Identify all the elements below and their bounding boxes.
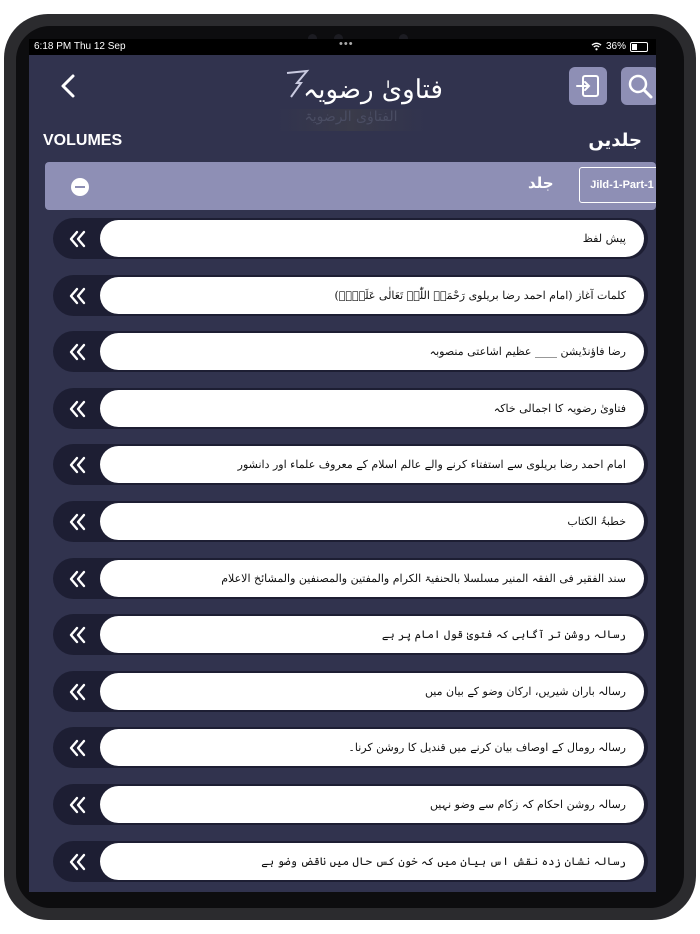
list-item-label: رضا فاؤنڈیشن ____ عظیم اشاعتی منصوبہ <box>429 345 626 359</box>
list-item[interactable] <box>53 671 648 712</box>
double-chevron-left-icon <box>68 796 88 814</box>
volumes-title-ur: جلدیں <box>588 130 642 151</box>
list-item[interactable] <box>53 331 648 372</box>
list-item-label: رسالہ روشن احکام کہ زکام سے وضو نہیں <box>429 797 626 811</box>
search-icon <box>621 67 656 105</box>
double-chevron-left-icon <box>68 739 88 757</box>
multitask-dots[interactable]: ••• <box>339 39 354 50</box>
list-item[interactable] <box>53 388 648 429</box>
list-item-pill[interactable] <box>100 560 644 597</box>
list-item-pill[interactable] <box>100 843 644 880</box>
status-right <box>591 41 648 52</box>
list-item-pill[interactable] <box>100 616 644 653</box>
double-chevron-left-icon <box>68 683 88 701</box>
app-screen <box>29 39 656 892</box>
list-item[interactable] <box>53 614 648 655</box>
search-button[interactable] <box>621 67 656 105</box>
list-item-pill[interactable] <box>100 503 644 540</box>
list-item-pill[interactable] <box>100 333 644 370</box>
list-item-pill[interactable] <box>100 446 644 483</box>
header <box>29 55 656 127</box>
list-item-pill[interactable] <box>100 673 644 710</box>
list-item-pill[interactable] <box>100 277 644 314</box>
list-item-pill[interactable] <box>100 729 644 766</box>
chevron-left-icon[interactable] <box>54 71 84 101</box>
list-item[interactable] <box>53 784 648 825</box>
app-logo <box>277 65 443 135</box>
double-chevron-left-icon <box>68 626 88 644</box>
status-time: 6:18 PM Thu 12 Sep <box>34 41 126 52</box>
list-item[interactable] <box>53 841 648 882</box>
double-chevron-left-icon <box>68 287 88 305</box>
list-item-label: کلمات آغاز (امام احمد رضا بریلوی رَحْمَۃُ اللّٰہِ تَعَالٰی عَلَیۡہِ) <box>334 288 626 302</box>
list-item[interactable] <box>53 218 648 259</box>
logo-ghost-text: الفتاوٰی الرضویۃ <box>277 109 425 131</box>
list-item-pill[interactable] <box>100 786 644 823</box>
double-chevron-left-icon <box>68 343 88 361</box>
list-item-label: رسالہ رومال کے اوصاف بیان کرنے میں قندیل کا روشن کرنا۔ <box>348 741 626 755</box>
list-item[interactable] <box>53 444 648 485</box>
double-chevron-left-icon <box>68 456 88 474</box>
double-chevron-left-icon <box>68 853 88 871</box>
list-item-label: امام احمد رضا بریلوی سے استفتاء کرنے والے عالم اسلام کے معروف علماء اور دانشور <box>237 458 626 472</box>
list-item-label: خطبۃُ الکتاب <box>567 514 626 528</box>
list-item-label: سند الفقیر فی الفقہ المنیر مسلسلا بالحنفیۃ الکرام والمفتین والمصنفین والمشائخ الاعلام <box>221 571 626 585</box>
battery-icon <box>630 42 648 52</box>
collapse-icon[interactable] <box>71 178 89 196</box>
wifi-icon <box>591 42 602 51</box>
list-item[interactable] <box>53 727 648 768</box>
double-chevron-left-icon <box>68 570 88 588</box>
battery-percent: 36% <box>605 41 626 52</box>
chapter-list <box>53 218 648 892</box>
list-item-pill[interactable] <box>100 390 644 427</box>
list-item[interactable] <box>53 558 648 599</box>
list-item-label: رسالہ نشان زدہ نقش اس بیان میں کہ خون کس حال میں ناقض وضو ہے <box>261 854 626 868</box>
jild-header[interactable] <box>45 162 656 210</box>
double-chevron-left-icon <box>68 230 88 248</box>
volumes-title-en: VOLUMES <box>43 132 123 149</box>
logo-text: فتاویٰ رضویہ <box>303 75 443 105</box>
double-chevron-left-icon <box>68 400 88 418</box>
list-item-pill[interactable] <box>100 220 644 257</box>
list-item-label: پیش لفظ <box>582 232 626 245</box>
list-item[interactable] <box>53 275 648 316</box>
jild-tag: Jild-1-Part-1 <box>579 167 656 203</box>
list-item[interactable] <box>53 501 648 542</box>
double-chevron-left-icon <box>68 513 88 531</box>
exit-button[interactable] <box>569 67 607 105</box>
list-item-label: رسالہ باران شیریں، ارکان وضو کے بیان میں <box>424 684 626 698</box>
exit-icon <box>569 67 607 105</box>
list-item-label: رسالہ روشن تر آگاہی کہ فتویٰ قول امام پر ہے <box>381 628 626 642</box>
status-bar <box>29 39 656 55</box>
list-item-label: فتاویٰ رضویہ کا اجمالی خاکہ <box>493 401 626 415</box>
jild-label: جلد <box>528 174 554 192</box>
